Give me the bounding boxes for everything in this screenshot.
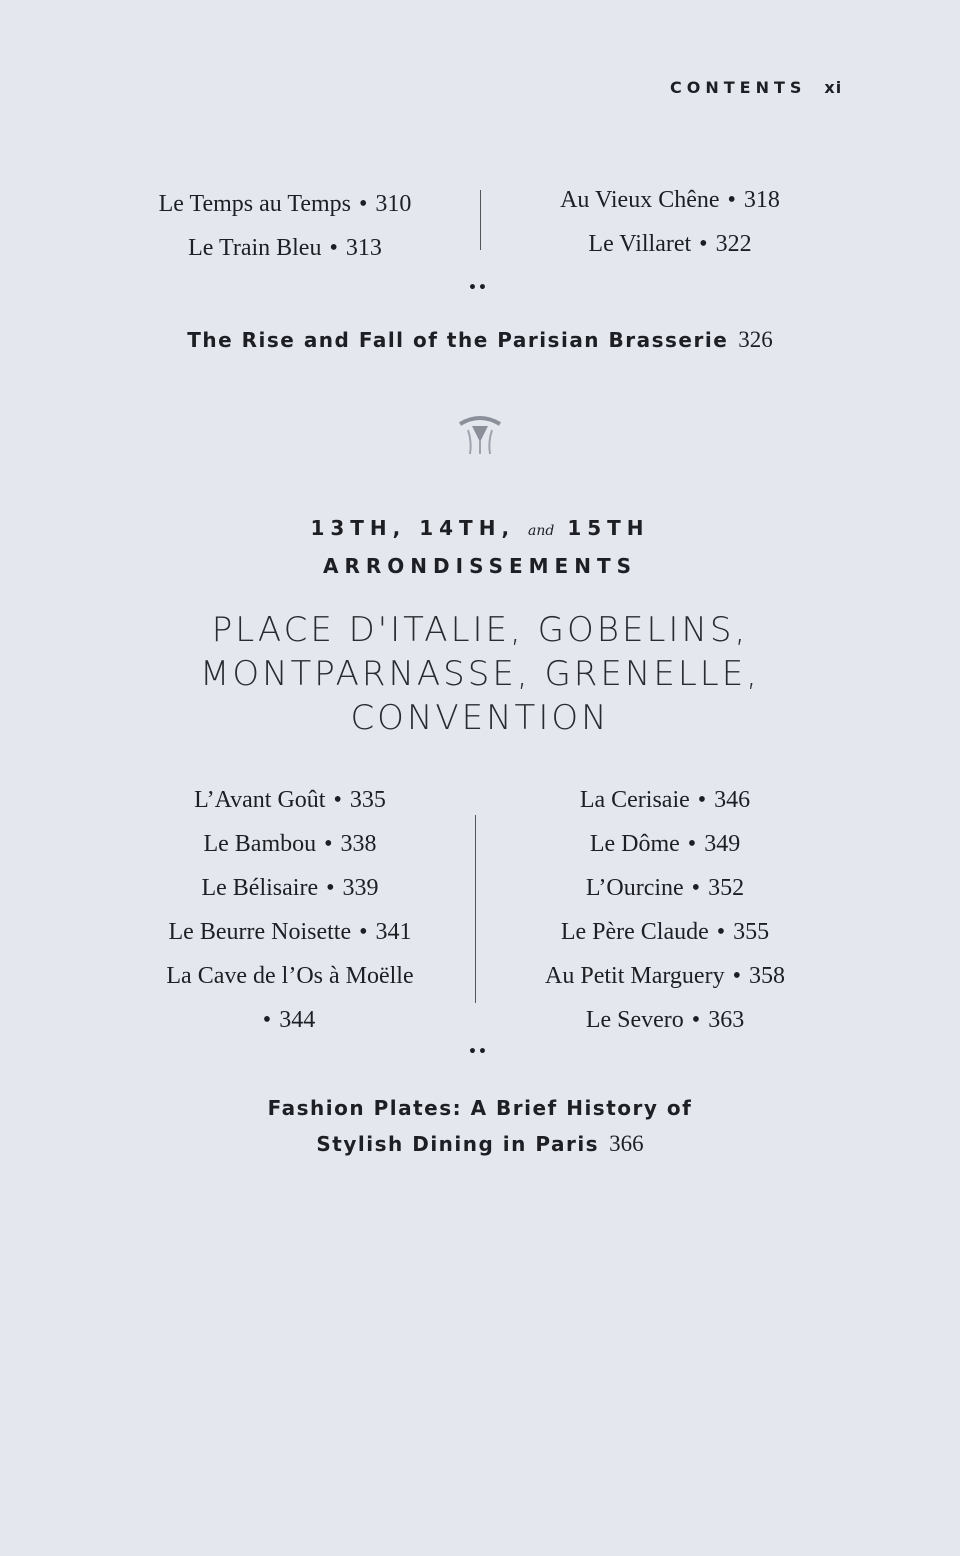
toc-entry: Le Père Claude • 355 (560, 919, 770, 945)
toc-entry: Le Temps au Temps • 310 (158, 191, 412, 217)
toc-entry: Le Beurre Noisette • 341 (168, 919, 412, 945)
toc-entry: L’Avant Goût • 335 (194, 787, 386, 813)
ornament-icon (456, 412, 504, 456)
toc-right-column (500, 778, 830, 1042)
toc-left-column (110, 182, 460, 270)
toc-entry: Le Villaret • 322 (588, 231, 752, 257)
toc-entry: La Cave de l’Os à Moëlle (166, 963, 414, 989)
essay-entry: The Rise and Fall of the Parisian Brasserie 326 (187, 327, 773, 352)
header-title: CONTENTS (670, 78, 807, 97)
toc-entry: Le Dôme • 349 (589, 831, 741, 857)
separator-dots: •• (468, 1044, 488, 1060)
page-number: xi (824, 78, 843, 97)
separator-dots: •• (468, 280, 488, 296)
toc-entry: Le Bambou • 338 (203, 831, 377, 857)
toc-entry: La Cerisaie • 346 (579, 787, 751, 813)
toc-entry: Au Petit Marguery • 358 (545, 963, 785, 989)
section-heading: ARRONDISSEMENTS (323, 554, 637, 578)
essay-entry: Fashion Plates: A Brief History of Stylish Dining in Paris 366 (267, 1096, 693, 1156)
toc-entry: L’Ourcine • 352 (585, 875, 745, 901)
column-divider (480, 190, 481, 250)
toc-entry: Au Vieux Chêne • 318 (560, 187, 780, 213)
toc-right-column (500, 178, 840, 266)
column-divider (475, 815, 476, 1003)
toc-entry: Le Train Bleu • 313 (188, 235, 382, 261)
toc-left-column (120, 778, 460, 1042)
toc-entry-page-wrap: • 344 (262, 1007, 316, 1033)
section-heading-ordinals: 13TH, 14TH, and 15TH (310, 516, 650, 540)
toc-entry: Le Severo • 363 (585, 1007, 745, 1033)
neighborhoods-title: PLACE D'ITALIE, GOBELINS, MONTPARNASSE, GRENELLE, CONVENTION (199, 610, 760, 738)
toc-entry: Le Bélisaire • 339 (201, 875, 379, 901)
running-header (670, 78, 842, 97)
